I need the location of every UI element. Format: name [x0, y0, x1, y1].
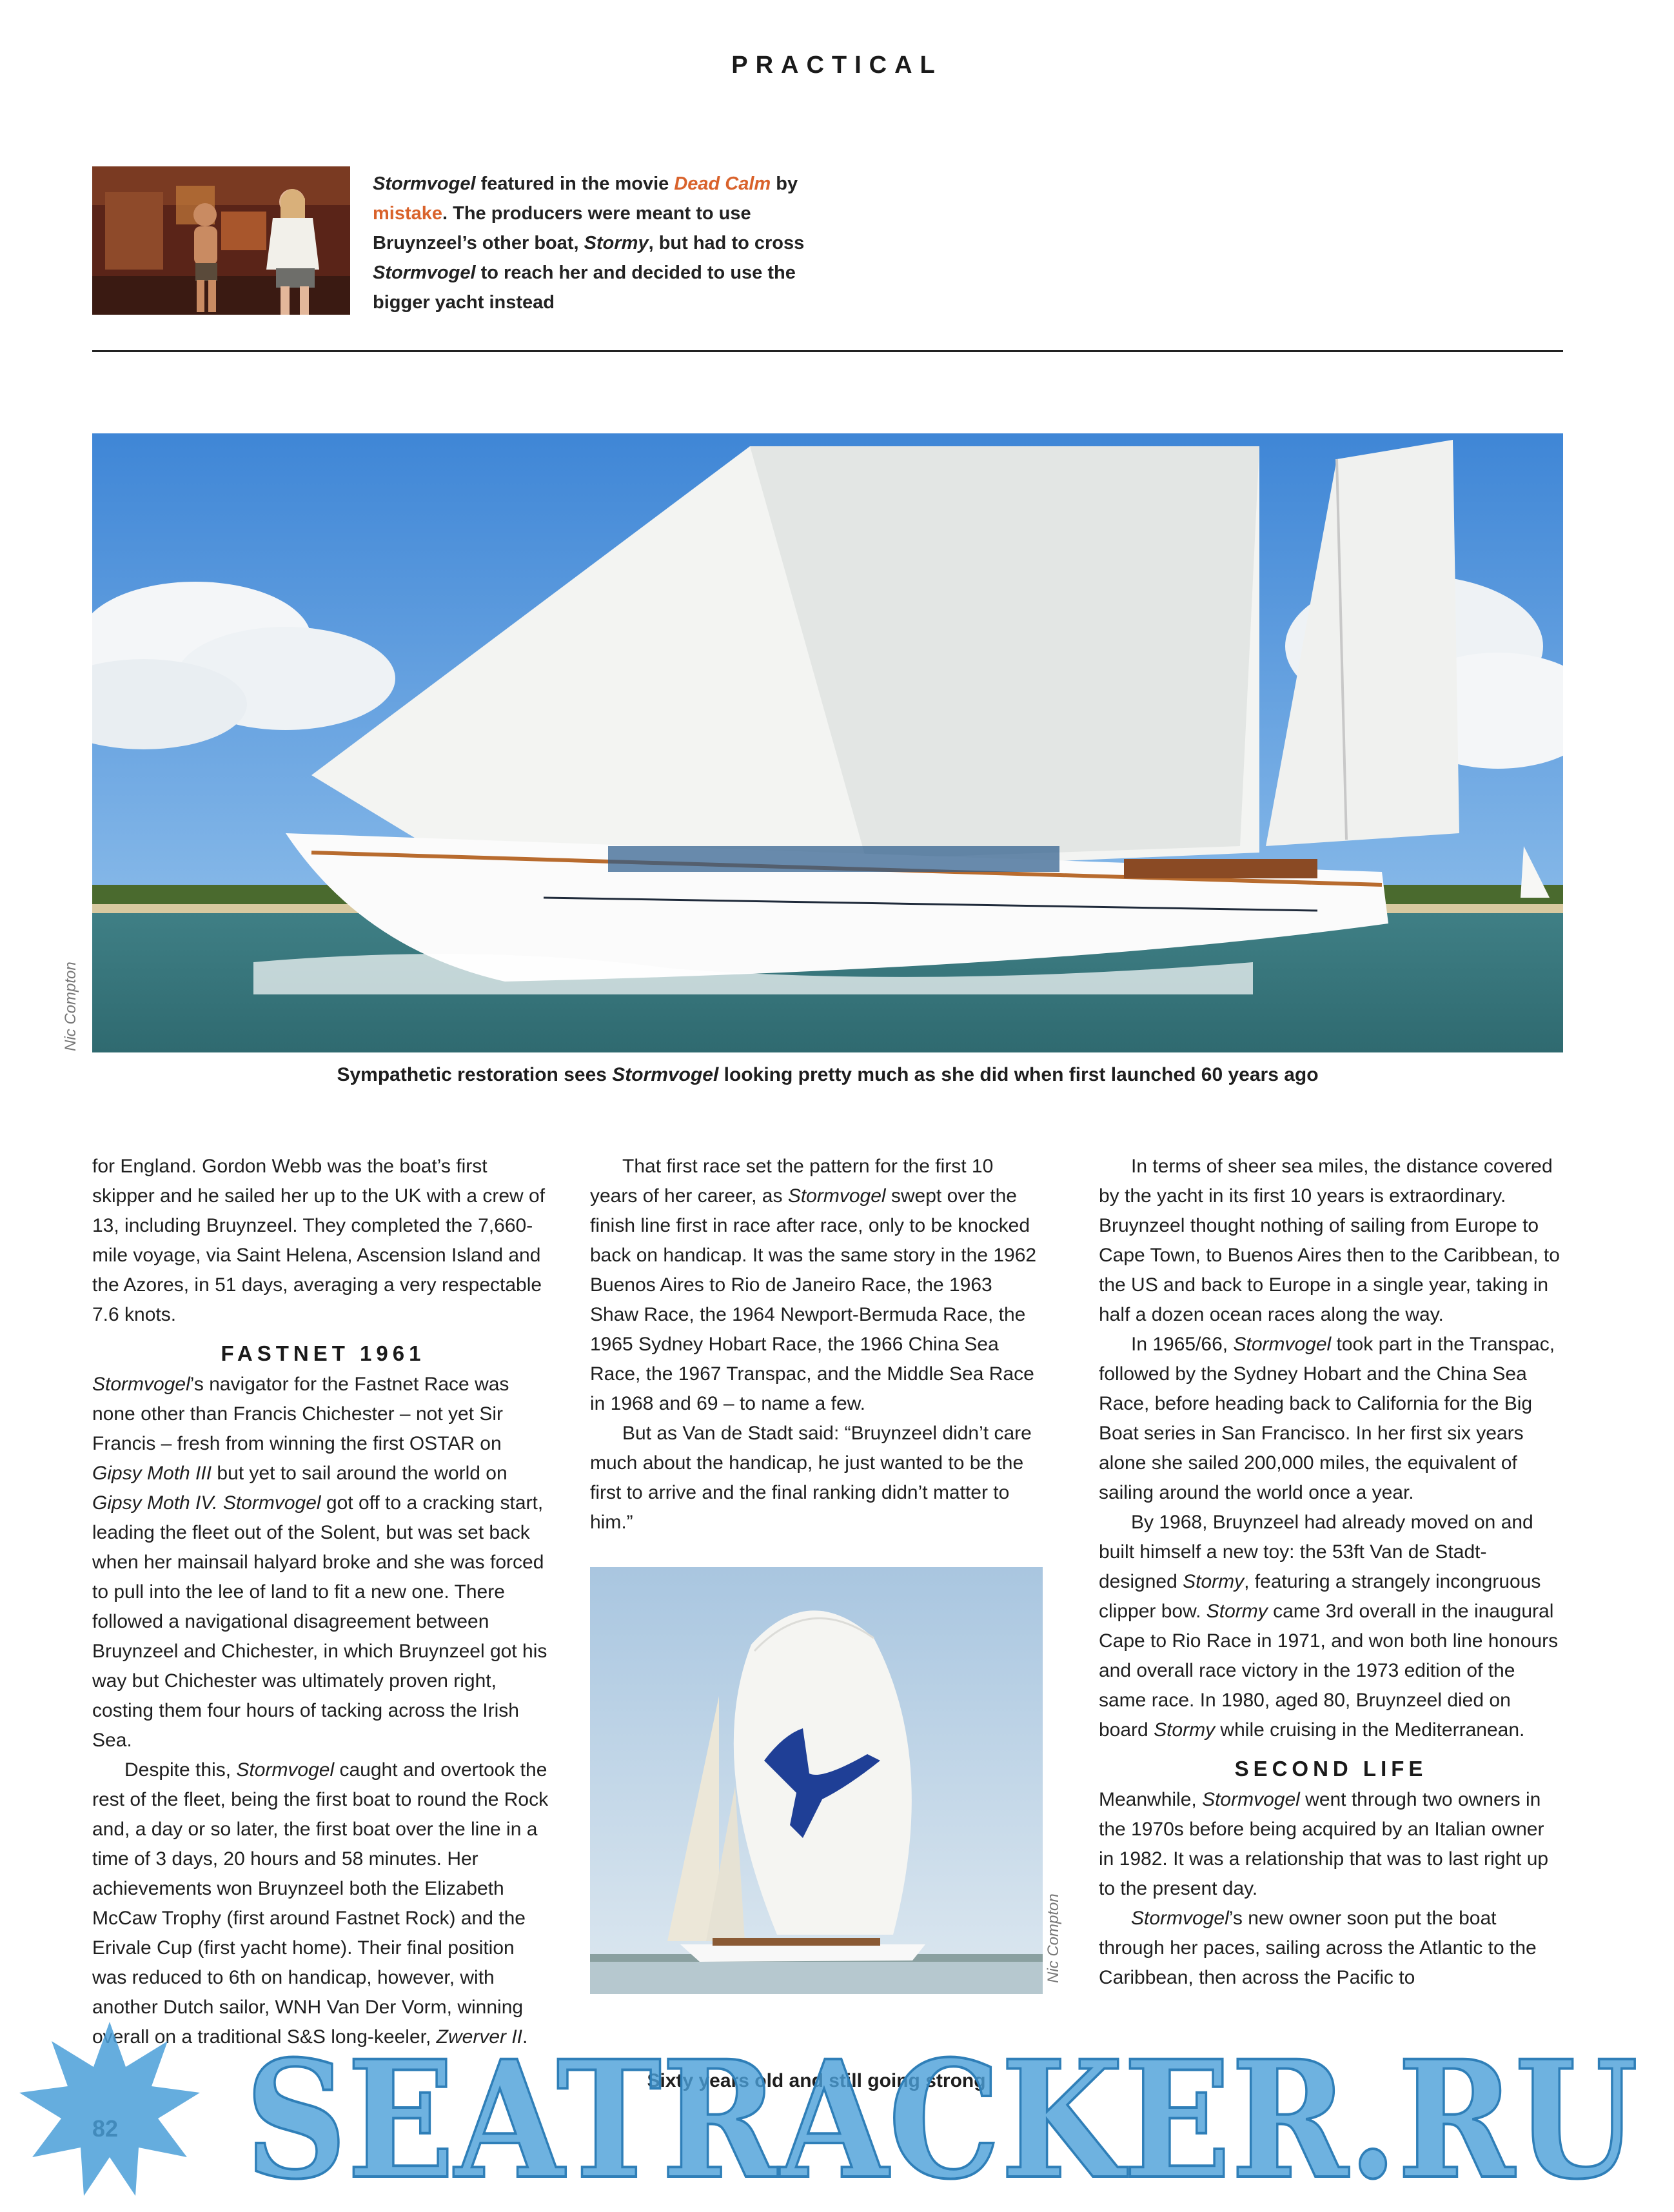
subheading-second-life: SECOND LIFE [1234, 1757, 1428, 1781]
text-column-3 [1099, 1152, 1563, 1993]
yacht-hero-photo [92, 433, 1563, 1052]
paragraph: for England. Gordon Webb was the boat’s first skipper and he sailed her up to the UK with a crew of 13, including Bruynzeel. They completed the 7,660-mile voyage, via Saint Helena, Ascension Island and the Azores, in 51 days, averaging a very respectable 7.6 knots. [92, 1156, 546, 1325]
watermark-starburst-icon [19, 2022, 200, 2196]
watermark-text: SEATRACKER.RU [245, 2025, 1638, 2209]
spinnaker-photo-credit: Nic Compton [1045, 1893, 1062, 1983]
inset-caption: Stormvogel featured in the movie Dead Calm by mistake. The producers were meant to use Bruynzeel’s other boat, Stormy, but had to cross Stormvogel to reach her and decided to use the bigger yacht instead [373, 173, 805, 313]
paragraph: Stormvogel’s navigator for the Fastnet Race was none other than Francis Chichester – not yet Sir Francis – fresh from winning the first OSTAR on Gipsy Moth III but yet to sail around the world on Gipsy Moth IV. Stormvogel got off to a cracking start, leading the fleet out of the Solent, but was set back when her mainsail halyard broke and she was forced to pull into the lee of land to fit a new one. There followed a navigational disagreement between Bruynzeel and Chichester, in which Bruynzeel got his way but Chichester was ultimately proven right, costing them four hours of tacking across the Irish Sea. [92, 1374, 547, 1751]
paragraph: Stormvogel’s new owner soon put the boat through her paces, sailing across the Atlantic to the Caribbean, then across the Pacific to [1099, 1908, 1537, 1988]
section-label: PRACTICAL [731, 52, 943, 79]
movie-still-photo [92, 166, 350, 315]
paragraph: In terms of sheer sea miles, the distance covered by the yacht in its first 10 years is extraordinary. Bruynzeel thought nothing of sailing from Europe to Cape Town, to Buenos Aires then to the Caribbean, to the US and back to Europe in a single year, taking in half a dozen ocean races along the way. [1099, 1156, 1560, 1325]
paragraph: In 1965/66, Stormvogel took part in the Transpac, followed by the Sydney Hobart and the China Sea Race, before heading back to California for the Big Boat series in San Francisco. In her first six years alone she sailed 200,000 miles, the equivalent of sailing around the world once a year. [1099, 1334, 1555, 1503]
hero-caption: Sympathetic restoration sees Stormvogel looking pretty much as she did when first launched 60 years ago [337, 1064, 1319, 1085]
paragraph: That first race set the pattern for the first 10 years of her career, as Stormvogel swept over the finish line first in race after race, only to be knocked back on handicap. It was the same story in the 1962 Buenos Aires to Rio de Janeiro Race, the 1963 Shaw Race, the 1964 Newport-Bermuda Race, the 1965 Sydney Hobart Race, the 1966 China Sea Race, the 1967 Transpac, and the Middle Sea Race in 1968 and 69 – to name a few. [590, 1156, 1037, 1414]
text-column-1 [92, 1152, 554, 2052]
hero-photo-credit: Nic Compton [62, 962, 79, 1051]
text-column-2 [590, 1152, 1045, 1537]
paragraph: Despite this, Stormvogel caught and overtook the rest of the fleet, being the first boat to round the Rock and, a day or so later, the first boat over the line in a time of 3 days, 20 hours and 58 minutes. Her achievements won Bruynzeel both the Elizabeth McCaw Trophy (first around Fastnet Rock) and the Erivale Cup (first yacht home). Their final position was reduced to 6th on handicap, however, with another Dutch sailor, WNH Van Der Vorm, winning overall on a traditional S&S long-keeler, Zwerver II. [92, 1759, 549, 2048]
subheading-fastnet: FASTNET 1961 [221, 1341, 426, 1365]
paragraph: Meanwhile, Stormvogel went through two owners in the 1970s before being acquired by an Italian owner in 1982. It was a relationship that was to last right up to the present day. [1099, 1789, 1549, 1899]
section-rule [92, 350, 1563, 352]
watermark [0, 1983, 1674, 2209]
spinnaker-caption: Sixty years old and still going strong [647, 2070, 986, 2091]
paragraph: But as Van de Stadt said: “Bruynzeel didn’t care much about the handicap, he just wanted to be the first to arrive and the final ranking didn’t matter to him.” [590, 1423, 1032, 1533]
paragraph: By 1968, Bruynzeel had already moved on and built himself a new toy: the 53ft Van de Stadt-designed Stormy, featuring a strangely incongruous clipper bow. Stormy came 3rd overall in the inaugural Cape to Rio Race in 1971, and won both line honours and overall race victory in the 1973 edition of the same race. In 1980, aged 80, Bruynzeel died on board Stormy while cruising in the Mediterranean. [1099, 1512, 1559, 1741]
spinnaker-photo [590, 1567, 1043, 1994]
